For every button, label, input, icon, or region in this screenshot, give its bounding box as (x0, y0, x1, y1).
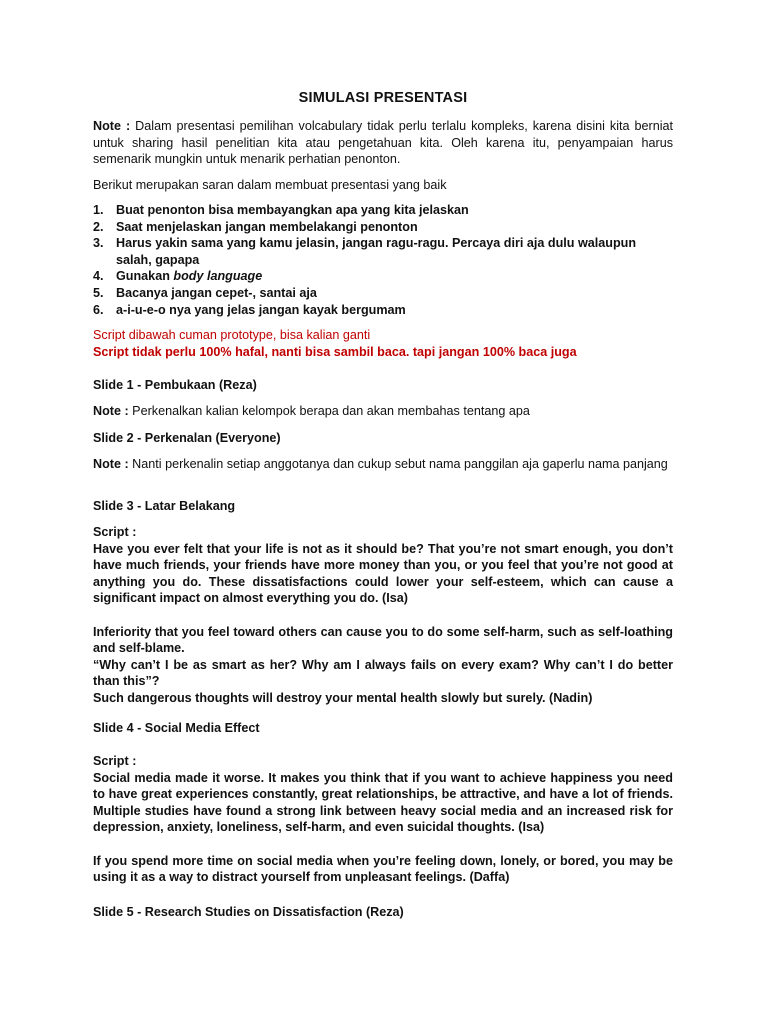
script-paragraph: Such dangerous thoughts will destroy your mental health slowly but surely. (Nadin) (93, 690, 593, 705)
note-text: Dalam presentasi pemilihan volcabulary tidak perlu terlalu kompleks, karena disini kita berniat untuk sharing hasil penelitian kita atau pengetahuan kita. Oleh karena itu, penyampaian harus semenarik mungkin untuk menarik perhatian penonton. (93, 119, 674, 167)
speaker: (Nadin) (549, 690, 593, 705)
tip-item: 6. a-i-u-e-o nya yang jelas jangan kayak bergumam (93, 302, 406, 317)
slide-3-script (93, 524, 673, 707)
script-label: Script : (93, 525, 137, 539)
slide-4-script (93, 753, 673, 886)
script-quote: “Why can’t I be as smart as her? Why am I always fails on every exam? Why can’t I do better than this”? (93, 657, 673, 689)
slide-2-heading: Slide 2 - Perkenalan (Everyone) (93, 431, 281, 445)
slide-2-note: Note : Nanti perkenalin setiap anggotanya dan cukup sebut nama panggilan aja gaperlu nama panjang (93, 457, 668, 471)
speaker: (Daffa) (469, 870, 510, 885)
script-paragraph: Have you ever felt that your life is not as it should be? That you’re not smart enough, you don’t have much friends, your friends have more money than you, or you feel that you’re not good at anything you do. These dissatisfactions could lower your self-esteem, which can cause a significant impact on almost everything you do. (Isa) (93, 541, 673, 606)
intro-note (93, 118, 673, 168)
red-note-2: Script tidak perlu 100% hafal, nanti bisa sambil baca. tapi jangan 100% baca juga (93, 345, 577, 359)
red-note-1: Script dibawah cuman prototype, bisa kalian ganti (93, 328, 371, 342)
tip-item: 3. Harus yakin sama yang kamu jelasin, jangan ragu-ragu. Percaya diri aja dulu walaupun salah, gapapa (93, 236, 637, 267)
speaker: (Isa) (382, 591, 408, 606)
slide-1-note: Note : Perkenalkan kalian kelompok berapa dan akan membahas tentang apa (93, 404, 530, 418)
slide-1-heading: Slide 1 - Pembukaan (Reza) (93, 378, 257, 392)
tip-item: 1. Buat penonton bisa membayangkan apa yang kita jelaskan (93, 203, 469, 217)
slide-5-heading: Slide 5 - Research Studies on Dissatisfaction (Reza) (93, 905, 404, 919)
script-paragraph: Social media made it worse. It makes you think that if you want to achieve happiness you need to have great experiences constantly, great relationships, be attractive, and have a lot of friends. Multiple studies have found a strong link between heavy social media and an increased risk for depression, anxiety, loneliness, self-harm, and even suicidal thoughts. (Isa) (93, 770, 673, 835)
script-paragraph: Inferiority that you feel toward others can cause you to do some self-harm, such as self-loathing and self-blame. (93, 624, 673, 656)
slide-3-heading: Slide 3 - Latar Belakang (93, 499, 236, 513)
script-label: Script : (93, 754, 137, 768)
speaker: (Isa) (518, 820, 545, 835)
note-label: Note : (93, 119, 131, 133)
document-title: SIMULASI PRESENTASI (298, 90, 468, 106)
tip-item: 4. Gunakan body language (93, 269, 263, 284)
tip-item: 2. Saat menjelaskan jangan membelakangi penonton (93, 219, 418, 234)
tips-list (93, 202, 673, 318)
script-paragraph: If you spend more time on social media when you’re feeling down, lonely, or bored, you may be using it as a way to distract yourself from unpleasant feelings. (Daffa) (93, 853, 673, 885)
slide-4-heading: Slide 4 - Social Media Effect (93, 721, 260, 735)
tip-item: 5. Bacanya jangan cepet-, santai aja (93, 285, 317, 300)
tips-intro: Berikut merupakan saran dalam membuat presentasi yang baik (93, 178, 447, 192)
